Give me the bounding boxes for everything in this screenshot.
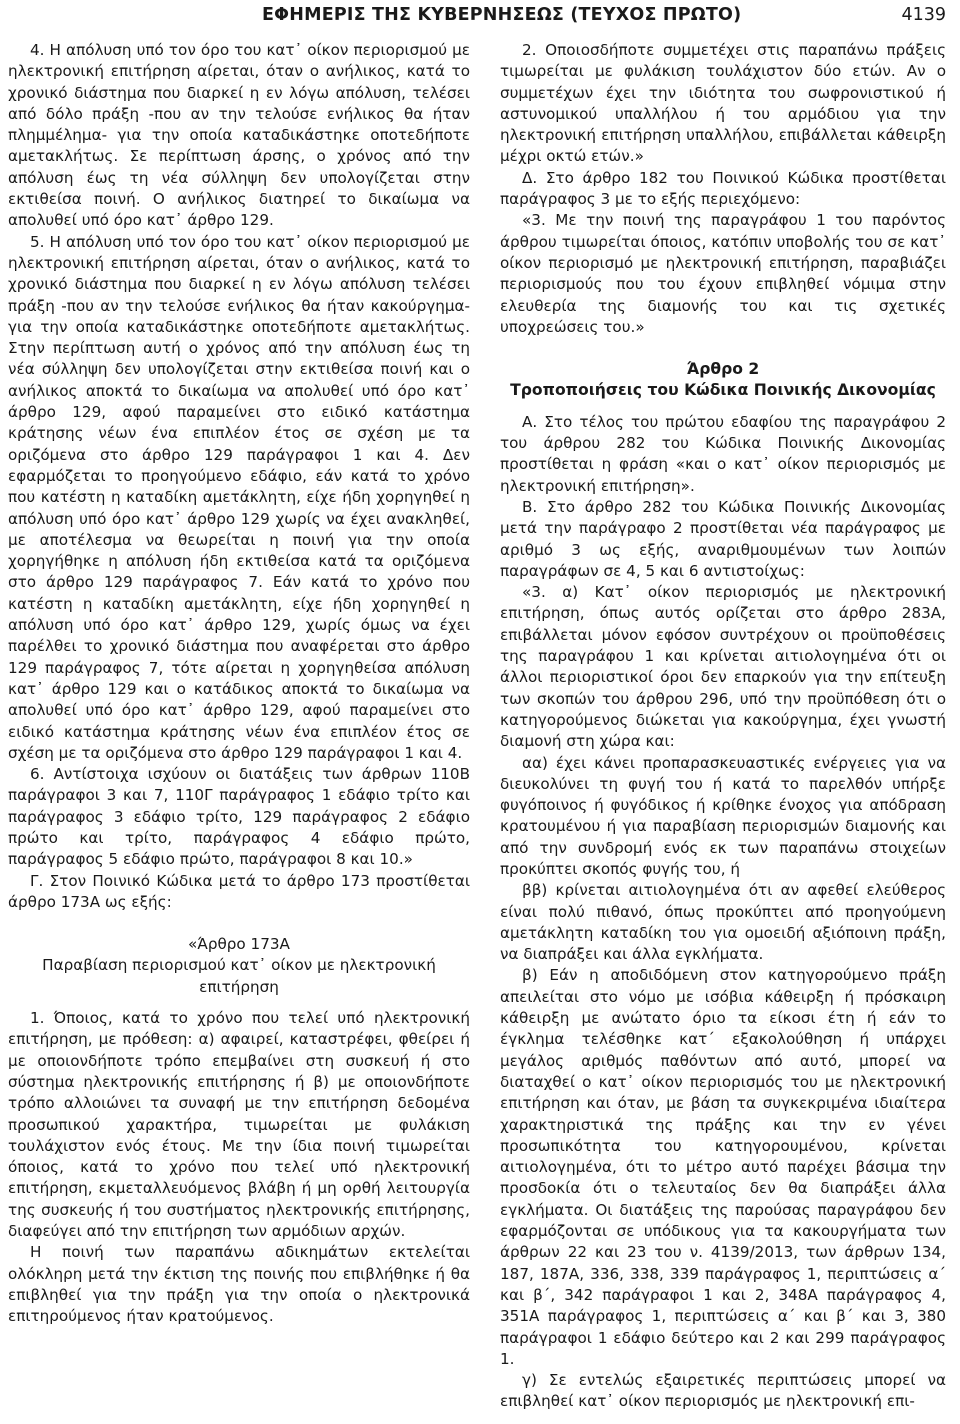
paragraph: Η ποινή των παραπάνω αδικημάτων εκτελείται ολόκληρη μετά την έκτιση της ποινής που επιβλήθηκε ή θα επιβληθεί για την πράξη για την οποία ο ηλεκτρονικά επιτηρούμενος ήταν κρατούμενος. [8,1243,470,1326]
paragraph: Γ. Στον Ποινικό Κώδικα μετά το άρθρο 173 προστίθεται άρθρο 173Α ως εξής: [8,871,470,911]
paragraph: «3. α) Κατ᾽ οίκον περιορισμός με ηλεκτρονική επιτήρηση, όπως αυτός ορίζεται στο άρθρο 283Α, επιβάλλεται μόνον εφόσον συντρέχουν οι προϋποθέσεις της παραγράφου 1 και κρίνεται αιτιολογημένα ότι οι άλλοι περιοριστικοί όροι δεν επαρκούν για την επίτευξη των σκοπών του άρθρου 296, υπό την προϋπόθεση ότι ο κατηγορούμενος διώκεται για κακούργημα, έχει γνωστή διαμονή στη χώρα και: [500,583,946,751]
gazette-title: ΕΦΗΜΕΡΙΣ ΤΗΣ ΚΥΒΕΡΝΗΣΕΩΣ (ΤΕΥΧΟΣ ΠΡΩΤΟ) [262,5,742,25]
article-number: Άρθρο 2 [686,360,760,379]
paragraph: Α. Στο τέλος του πρώτου εδαφίου της παραγράφου 2 του άρθρου 282 του Κώδικα Ποινικής Δικονομίας προστίθεται η φράση «και ο κατ᾽ οίκον περιορισμός με ηλεκτρονική επιτήρηση». [500,412,946,495]
paragraph: β) Εάν η αποδιδόμενη στον κατηγορούμενο πράξη απειλείται στο νόμο με ισόβια κάθειρξη ή πρόσκαιρη κάθειρξη με ανώτατο όριο τα είκοσι έτη ή εάν το έγκλημα τελέσθηκε κατ´ εξακολούθηση ή υπάρχει μεγάλος αριθμός παθόντων από αυτό, μπορεί να διαταχθεί ο κατ᾽ οίκον περιορισμός του με ηλεκτρονική επιτήρηση και όταν, με βάση τα συγκεκριμένα ιδιαίτερα χαρακτηριστικά της πράξης και την εν γένει προσωπικότητα του κατηγορουμένου, κρίνεται αιτιολογημένα, ότι το μέτρο αυτό παρέχει βάσιμα την προσδοκία ότι ο τελευταίος δεν θα διαπράξει άλλα εγκλήματα. Οι διατάξεις της παρούσας παραγράφου δεν εφαρμόζονται σε υπόδικους για τα κακουργήματα των άρθρων 22 και 23 του ν. 4139/2013, των άρθρων 134, 187, 187Α, 336, 338, 339 παράγραφος 1, περιπτώσεις α´ και β´, 342 παράγραφοι 1 και 2, 348Α παράγραφος 4, 351Α παράγραφος 1, περιπτώσεις α´ και β´ και 3, 380 παράγραφοι 1 εδάφιο δεύτερο και 2 και 299 παράγραφος 1. [500,966,946,1368]
article-title: Τροποποιήσεις του Κώδικα Ποινικής Δικονομίας [510,381,936,400]
paragraph: αα) έχει κάνει προπαρασκευαστικές ενέργειες για να διευκολύνει τη φυγή του ή κατά το παρελθόν υπήρξε φυγόποινος ή φυγόδικος ή κρίθηκε ένοχος για απόδραση κρατουμένου ή για παραβίαση περιορισμών διαμονής και από την συνδρομή ενός εκ των παραπάνω στοιχείων προκύπτει σκοπός φυγής του, ή [500,753,946,878]
paragraph: ββ) κρίνεται αιτιολογημένα ότι αν αφεθεί ελεύθερος είναι πολύ πιθανό, όπως προκύπτει από προηγούμενη αμετάκλητη καταδίκη του για ομοειδή αξιόποινη πράξη, να διαπράξει και άλλα εγκλήματα. [500,881,946,964]
paragraph: 6. Αντίστοιχα ισχύουν οι διατάξεις των άρθρων 110Β παράγραφοι 3 και 7, 110Γ παράγραφος 1 εδάφιο τρίτο και παράγραφος 3 εδάφιο τρίτο, 129 παράγραφος 2 εδάφιο πρώτο και τρίτο, παράγραφος 4 εδάφιο πρώτο, παράγραφος 5 εδάφιο πρώτο, παράγραφοι 8 και 10.» [8,765,470,869]
paragraph: 5. Η απόλυση υπό τον όρο του κατ᾽ οίκον περιορισμού με ηλεκτρονική επιτήρηση αίρεται, όταν ο ανήλικος, κατά το χρονικό διάστημα που διαρκεί η εν λόγω απόλυση τελέσει πράξη -που αν την τελούσε ενήλικος θα ήταν κακούργημα- για την οποία καταδικάστηκε οποτεδήποτε αμετακλήτως. Στην περίπτωση αυτή ο χρόνος από την απόλυση έως τη νέα σύλληψη δεν υπολογίζεται στην εκτιθείσα ποινή και ο ανήλικος αποκτά το δικαίωμα να απολυθεί υπό όρο κατ᾽ άρθρο 129, αφού παραμείνει στο ειδικό κατάστημα κράτησης νέων ένα επιπλέον έτος σε σχέση με τα οριζόμενα στο άρθρο 129 παράγραφοι 1 και 4. Δεν εφαρμόζεται το προηγούμενο εδάφιο, εάν κατά το χρόνο που κατέστη η καταδίκη αμετάκλητη, είχε ήδη χορηγηθεί η απόλυση υπό όρο κατ᾽ άρθρο 129 χωρίς να έχει ανακληθεί, με αποτέλεσμα να θεωρείται η ποινή για την οποία χορηγήθηκε η απόλυση ήδη εκτιθείσα κατά τα οριζόμενα στο άρθρο 129 παράγραφος 7. Εάν κατά το χρόνο που κατέστη η καταδίκη αμετάκλητη, είχε ήδη χορηγηθεί η απόλυση υπό όρο κατ᾽ άρθρο 129, χωρίς όμως να έχει παρέλθει το χρονικό διάστημα που αναφέρεται στο άρθρο 129 παράγραφος 7, τότε αίρεται η χορηγηθείσα απόλυση κατ᾽ άρθρο 129 και ο κατάδικος αποκτά το δικαίωμα να απολυθεί υπό όρο κατ᾽ άρθρο 129, αφού παραμείνει στο ειδικό κατάστημα κράτησης νέων ένα επιπλέον έτος σε σχέση με τα οριζόμενα στο άρθρο 129 παράγραφοι 1 και 4. [8,232,470,762]
page-number: 4139 [901,5,946,25]
paragraph: γ) Σε εντελώς εξαιρετικές περιπτώσεις μπορεί να επιβληθεί κατ᾽ οίκον περιορισμός με ηλεκτρονική επι- [500,1371,946,1411]
paragraph: Β. Στο άρθρο 282 του Κώδικα Ποινικής Δικονομίας μετά την παράγραφο 2 προστίθεται νέα παράγραφος με αριθμό 3 ως εξής, αναριθμουμένων των λοιπών παραγράφων σε 4, 5 και 6 αντιστοίχως: [500,497,946,580]
paragraph: 1. Όποιος, κατά το χρόνο που τελεί υπό ηλεκτρονική επιτήρηση, με πρόθεση: α) αφαιρεί, καταστρέφει, φθείρει ή με οποιονδήποτε τρόπο επεμβαίνει στη συσκευή ή στο σύστημα ηλεκτρονικής επιτήρησης ή β) με οποιονδήποτε τρόπο αλλοιώνει τα συναφή με την επιτήρηση δεδομένα προσωπικού χαρακτήρα, τιμωρείται με φυλάκιση τουλάχιστον ενός έτους. Με την ίδια ποινή τιμωρείται όποιος, κατά το χρόνο που τελεί υπό ηλεκτρονική επιτήρηση, εκμεταλλευόμενος βλάβη ή μη ορθή λειτουργία της συσκευής ή του συστήματος ηλεκτρονικής επιτήρησης, διαφεύγει από την επιτήρηση των αρμόδιων αρχών. [8,1009,470,1241]
right-column [500,40,946,1413]
paragraph: 2. Οποιοσδήποτε συμμετέχει στις παραπάνω πράξεις τιμωρείται με φυλάκιση τουλάχιστον δύο ετών. Αν ο συμμετέχων έχει την ιδιότητα του σωφρονιστικού ή αστυνομικού υπαλλήλου ή του αρμόδιου για την ηλεκτρονική επιτήρηση υπαλλήλου, επιβάλλεται κάθειρξη μέχρι οκτώ ετών.» [500,41,946,166]
page-header [0,0,960,36]
paragraph: 4. Η απόλυση υπό τον όρο του κατ᾽ οίκον περιορισμού με ηλεκτρονική επιτήρηση αίρεται, όταν ο ανήλικος, κατά το χρονικό διάστημα που διαρκεί η εν λόγω απόλυση, τελέσει από δόλο πράξη -που αν την τελούσε ενήλικος θα ήταν πλημμέλημα- για την οποία καταδικάστηκε οποτεδήποτε αμετακλήτως. Σε περίπτωση άρσης, ο χρόνος από την απόλυση έως τη νέα σύλληψη δεν υπολογίζεται στην εκτιθείσα ποινή. Ο ανήλικος διατηρεί το δικαίωμα να απολυθεί υπό όρο κατ᾽ άρθρο 129. [8,41,470,230]
left-column [8,40,470,1328]
article-number: «Άρθρο 173Α [188,935,290,954]
article-title: Παραβίαση περιορισμού κατ᾽ οίκον με ηλεκτρονική επιτήρηση [42,956,436,996]
paragraph: Δ. Στο άρθρο 182 του Ποινικού Κώδικα προστίθεται παράγραφος 3 με το εξής περιεχόμενο: [500,168,946,209]
paragraph: «3. Με την ποινή της παραγράφου 1 του παρόντος άρθρου τιμωρείται όποιος, κατόπιν υποβολής του σε κατ᾽ οίκον περιορισμό με ηλεκτρονική επιτήρηση, παραβιάζει περιορισμούς που του έχουν επιβληθεί νόμιμα στην ελευθερία της διαμονής του και τις σχετικές υποχρεώσεις του.» [500,211,946,336]
